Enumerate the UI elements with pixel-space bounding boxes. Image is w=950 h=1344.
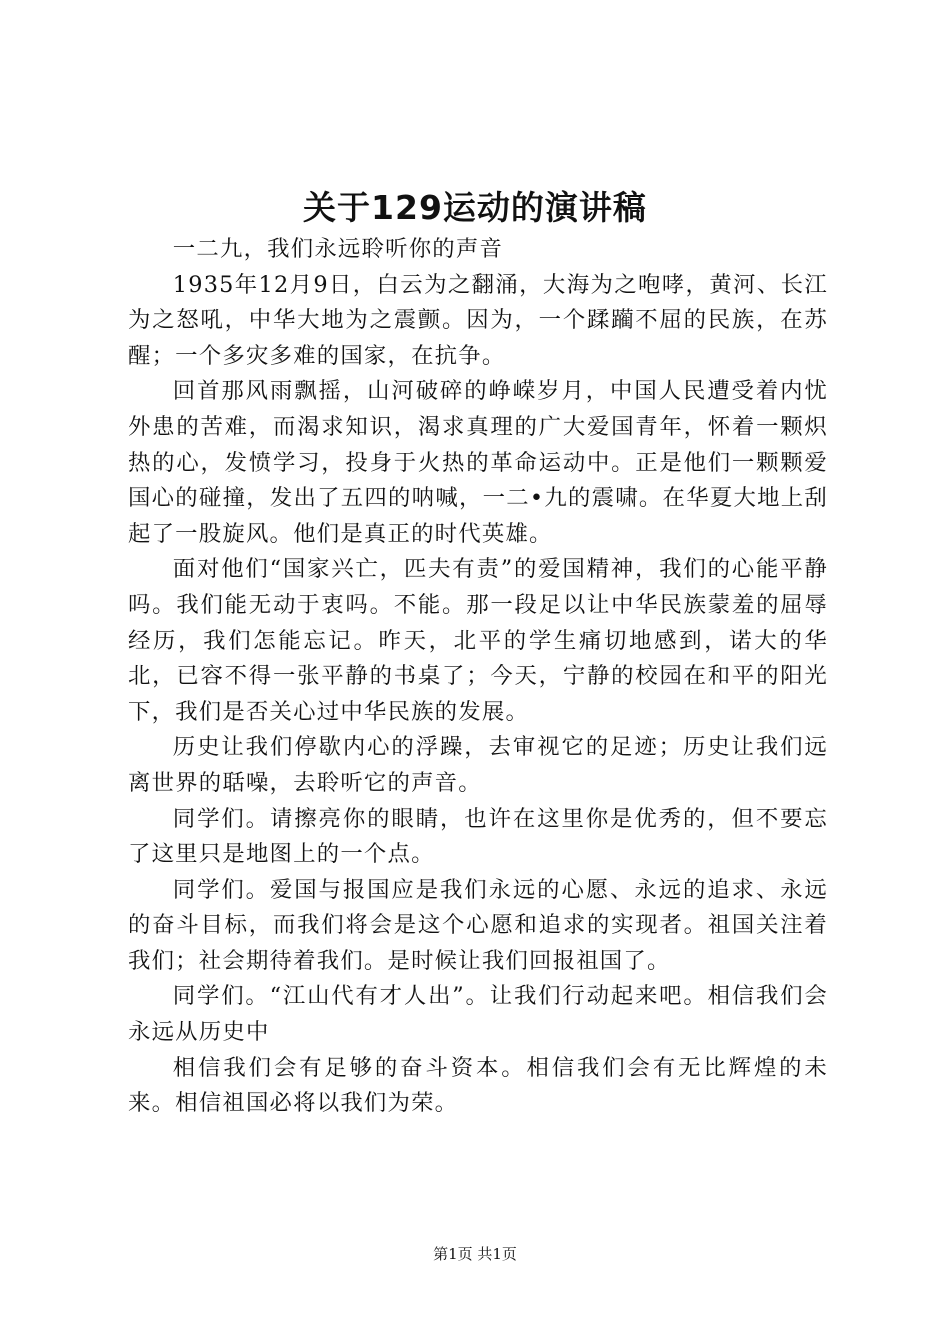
paragraph-9: 相信我们会有足够的奋斗资本。相信我们会有无比辉煌的未来。相信祖国必将以我们为荣。 (128, 1054, 828, 1117)
document-title: 关于129运动的演讲稿 (303, 188, 647, 227)
paragraph-4: 面对他们“国家兴亡，匹夫有责”的爱国精神，我们的心能平静吗。我们能无动于衷吗。不能。那一段足以让中华民族蒙羞的屈辱经历，我们怎能忘记。昨天，北平的学生痛切地感到，诺大的华北，已容不得一张平静的书桌了；今天，宁静的校园在和平的阳光下，我们是否关心过中华民族的发展。 (128, 556, 828, 725)
paragraph-3: 回首那风雨飘摇，山河破碎的峥嵘岁月，中国人民遭受着内忧外患的苦难，而渴求知识，渴求真理的广大爱国青年，怀着一颗炽热的心，发愤学习，投身于火热的革命运动中。正是他们一颗颗爱国心的碰撞，发出了五四的呐喊，一二•九的震啸。在华夏大地上刮起了一股旋风。他们是真正的时代英雄。 (128, 378, 828, 547)
page-number-footer: 第1页 共1页 (433, 1245, 517, 1263)
paragraph-2: 1935年12月9日，白云为之翻涌，大海为之咆哮，黄河、长江为之怒吼，中华大地为之震颤。因为，一个蹂躏不屈的民族，在苏醒；一个多灾多难的国家，在抗争。 (128, 271, 828, 369)
document-body (128, 232, 828, 1122)
paragraph-6: 同学们。请擦亮你的眼睛，也许在这里你是优秀的，但不要忘了这里只是地图上的一个点。 (128, 805, 828, 868)
paragraph-1: 一二九，我们永远聆听你的声音 (172, 236, 504, 262)
paragraph-7: 同学们。爱国与报国应是我们永远的心愿、永远的追求、永远的奋斗目标，而我们将会是这个心愿和追求的实现者。祖国关注着我们；社会期待着我们。是时候让我们回报祖国了。 (128, 876, 828, 974)
paragraph-8: 同学们。“江山代有才人出”。让我们行动起来吧。相信我们会永远从历史中 (128, 983, 828, 1046)
paragraph-5: 历史让我们停歇内心的浮躁，去审视它的足迹；历史让我们远离世界的聒噪，去聆听它的声音。 (128, 734, 828, 796)
